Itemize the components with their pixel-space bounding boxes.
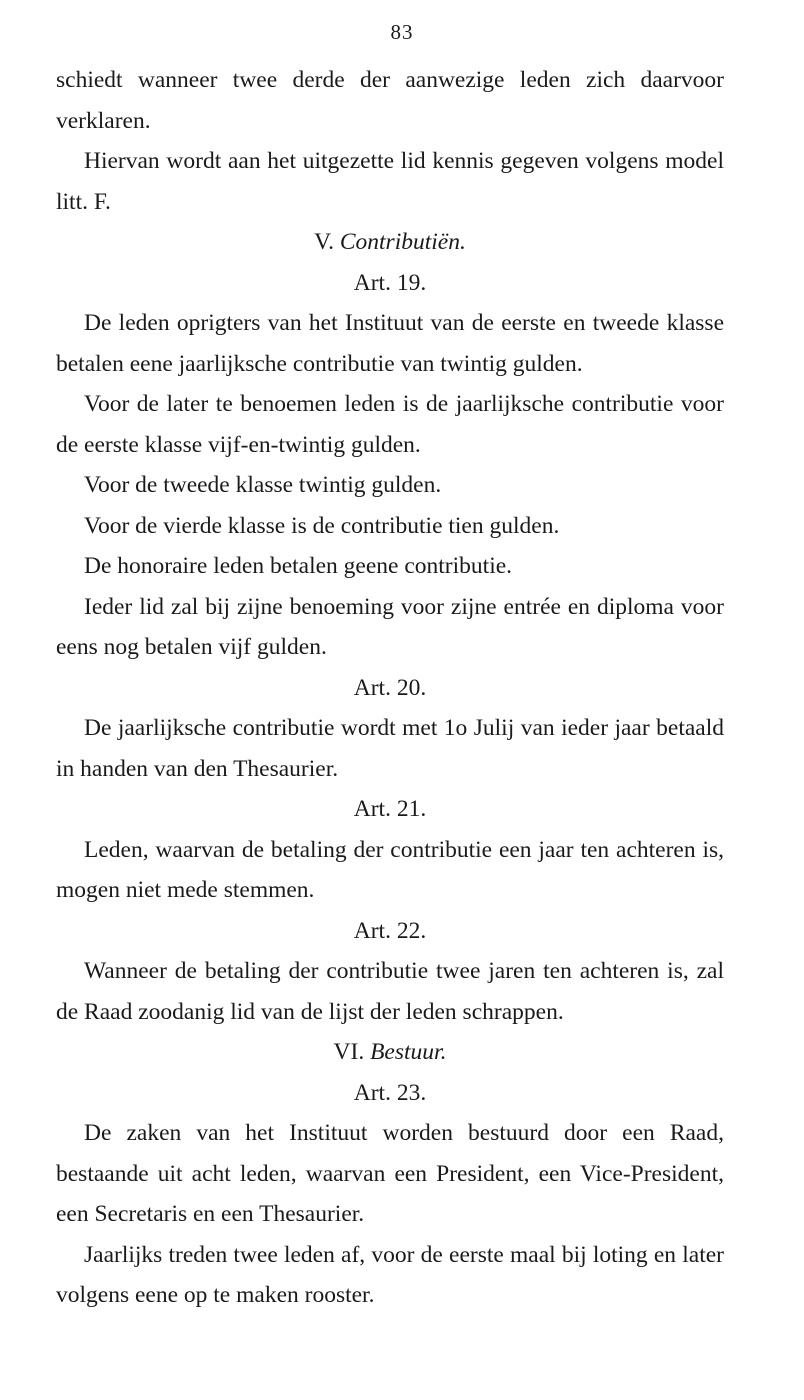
section-heading	[56, 222, 724, 263]
paragraph: schiedt wanneer twee derde der aanwezige leden zich daarvoor verklaren.	[56, 67, 724, 134]
article-heading: Art. 22.	[353, 917, 427, 944]
paragraph: Leden, waarvan de betaling der contributie een jaar ten achteren is, mogen niet mede stemmen.	[56, 836, 724, 903]
section-heading	[56, 1032, 724, 1073]
paragraph: Voor de vierde klasse is de contributie tien gulden.	[84, 512, 560, 539]
paragraph: De jaarlijksche contributie wordt met 1o Julij van ieder jaar betaald in handen van den Thesaurier.	[56, 715, 724, 782]
article-heading: Art. 20.	[353, 674, 427, 701]
page-number: 83	[390, 20, 414, 44]
paragraph: Hiervan wordt aan het uitgezette lid kennis gegeven volgens model litt. F.	[56, 148, 724, 215]
paragraph: De honoraire leden betalen geene contributie.	[84, 553, 513, 579]
paragraph: De zaken van het Instituut worden bestuurd door een Raad, bestaande uit acht leden, waarvan een President, een Vice-President, een Secretaris en een Thesaurier.	[56, 1120, 724, 1227]
paragraph: Voor de later te benoemen leden is de jaarlijksche contributie voor de eerste klasse vijf-en-twintig gulden.	[56, 391, 724, 458]
article-heading: Art. 21.	[353, 796, 427, 822]
article-heading: Art. 23.	[353, 1079, 427, 1106]
article-heading: Art. 19.	[353, 269, 427, 296]
section-title: Contributiën.	[339, 229, 466, 255]
paragraph: Wanneer de betaling der contributie twee jaren ten achteren is, zal de Raad zoodanig lid van de lijst der leden schrappen.	[56, 958, 724, 1025]
section-number: VI.	[333, 1039, 365, 1065]
paragraph: Ieder lid zal bij zijne benoeming voor zijne entrée en diploma voor eens nog betalen vijf gulden.	[56, 593, 724, 660]
section-title: Bestuur.	[370, 1039, 447, 1065]
paragraph: De leden oprigters van het Instituut van de eerste en tweede klasse betalen eene jaarlijksche contributie van twintig gulden.	[56, 310, 724, 377]
section-number: V.	[314, 229, 334, 255]
paragraph: Voor de tweede klasse twintig gulden.	[84, 472, 442, 498]
paragraph: Jaarlijks treden twee leden af, voor de eerste maal bij loting en later volgens eene op te maken rooster.	[56, 1241, 724, 1308]
page-body	[56, 60, 724, 1316]
